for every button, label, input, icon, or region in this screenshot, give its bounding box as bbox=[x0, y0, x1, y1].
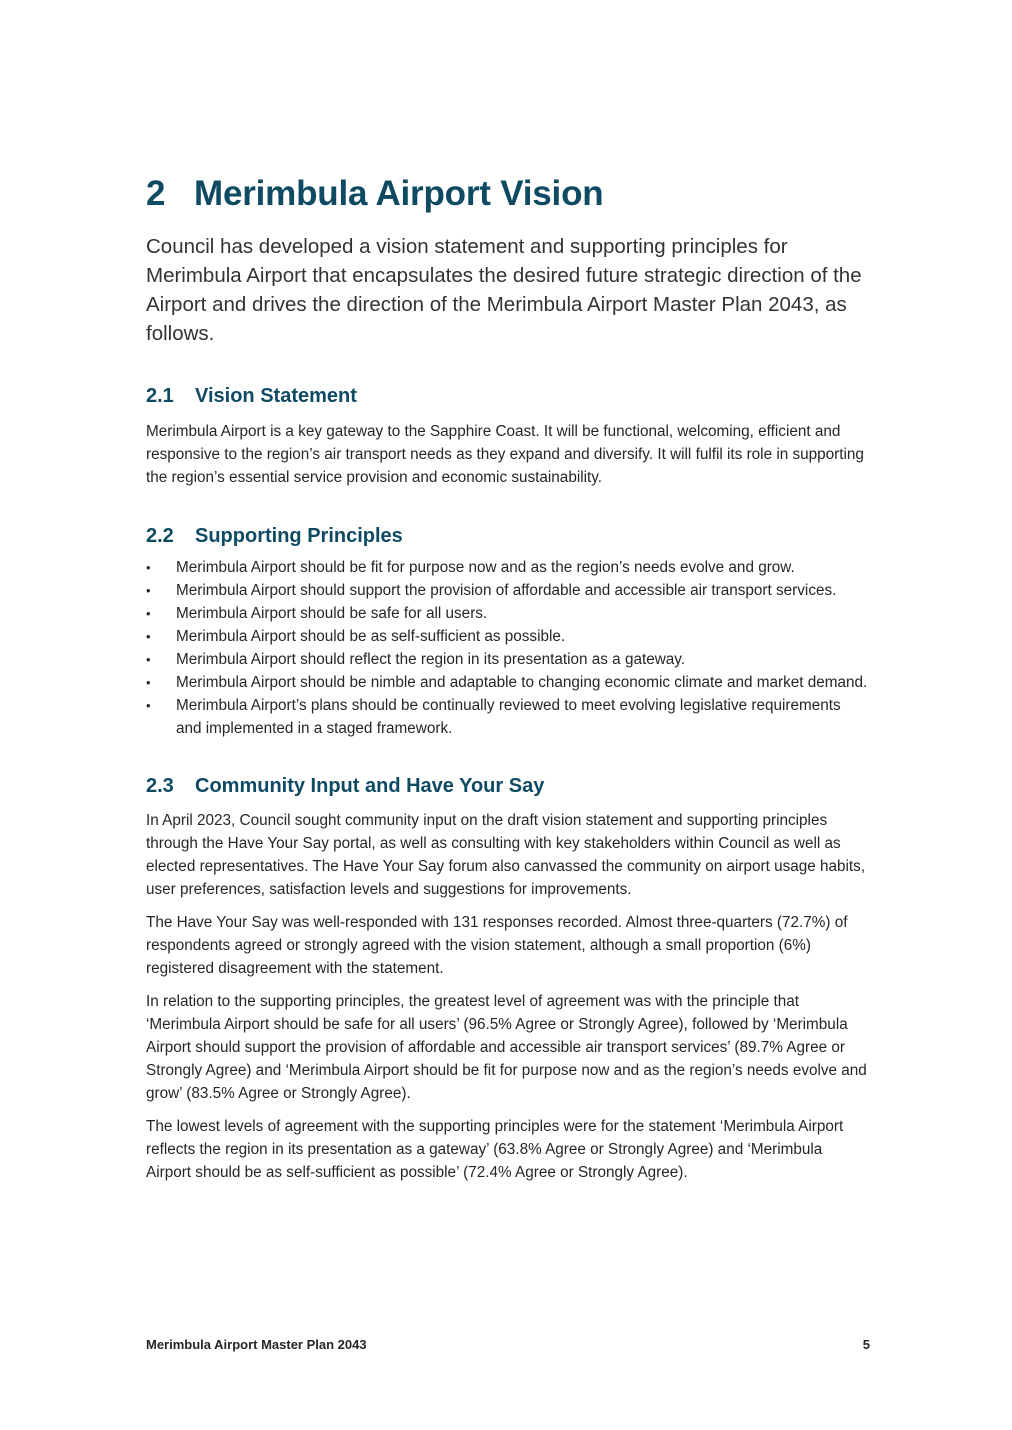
section-heading bbox=[146, 522, 870, 550]
list-item bbox=[146, 602, 870, 625]
section-number: 2.2 bbox=[146, 525, 174, 547]
bullet-icon: • bbox=[146, 675, 151, 690]
list-item bbox=[146, 694, 870, 740]
section-heading bbox=[146, 772, 870, 800]
section-title: Supporting Principles bbox=[195, 525, 403, 547]
community-paragraph: In relation to the supporting principles, the greatest level of agreement was with the principle that ‘Merimbula Airport should be safe for all users’ (96.5% Agree or Strongly Agree), followed by ‘Merimbula Airport should support the provision of affordable and accessible air transport services’ (89.7% Agree or Strongly Agree) and ‘Merimbula Airport should be fit for purpose now and as the region’s needs evolve and grow’ (83.5% Agree or Strongly Agree). bbox=[146, 993, 867, 1102]
list-item-text: Merimbula Airport should be as self-sufficient as possible. bbox=[176, 628, 566, 645]
bullet-icon: • bbox=[146, 698, 151, 713]
page-number: 5 bbox=[862, 1337, 870, 1352]
section-number: 2.1 bbox=[146, 385, 174, 407]
section-title: Community Input and Have Your Say bbox=[195, 775, 545, 797]
section-number: 2.3 bbox=[146, 775, 174, 797]
list-item bbox=[146, 556, 870, 579]
section-supporting-principles bbox=[146, 522, 870, 740]
bullet-icon: • bbox=[146, 629, 151, 644]
bullet-icon: • bbox=[146, 652, 151, 667]
bullet-icon: • bbox=[146, 560, 151, 575]
list-item bbox=[146, 671, 870, 694]
section-heading bbox=[146, 382, 870, 410]
chapter-title bbox=[146, 168, 870, 220]
community-paragraph: The Have Your Say was well-responded with 131 responses recorded. Almost three-quarters (72.7%) of respondents agreed or strongly agreed with the vision statement, although a small proportion (6%) registered disagreement with the statement. bbox=[146, 914, 848, 977]
list-item bbox=[146, 579, 870, 602]
footer-document-title: Merimbula Airport Master Plan 2043 bbox=[146, 1337, 367, 1352]
vision-statement-paragraph: Merimbula Airport is a key gateway to the Sapphire Coast. It will be functional, welcoming, efficient and responsive to the region’s air transport needs as they expand and diversify. It will fulfil its role in supporting the region’s essential service provision and economic sustainability. bbox=[146, 423, 864, 486]
section-community-input bbox=[146, 772, 870, 1184]
list-item-text: Merimbula Airport’s plans should be continually reviewed to meet evolving legislative requirements and implemented in a staged framework. bbox=[176, 697, 841, 737]
page-footer bbox=[146, 1336, 870, 1354]
document-page bbox=[146, 168, 870, 1184]
bullet-icon: • bbox=[146, 583, 151, 598]
list-item-text: Merimbula Airport should be fit for purpose now and as the region’s needs evolve and grow. bbox=[176, 559, 795, 576]
community-paragraph: The lowest levels of agreement with the supporting principles were for the statement ‘Merimbula Airport reflects the region in its presentation as a gateway’ (63.8% Agree or Strongly Agree) and ‘Merimbula Airport should be as self-sufficient as possible’ (72.4% Agree or Strongly Agree). bbox=[146, 1118, 844, 1181]
section-vision-statement bbox=[146, 382, 870, 489]
chapter-title-text: Merimbula Airport Vision bbox=[194, 174, 604, 213]
intro-paragraph: Council has developed a vision statement and supporting principles for Merimbula Airport that encapsulates the desired future strategic direction of the Airport and drives the direction of the Merimbula Airport Master Plan 2043, as follows. bbox=[146, 235, 862, 345]
bullet-icon: • bbox=[146, 606, 151, 621]
community-paragraph: In April 2023, Council sought community input on the draft vision statement and supporting principles through the Have Your Say portal, as well as consulting with key stakeholders within Council as well as elected representatives. The Have Your Say forum also canvassed the community on airport usage habits, user preferences, satisfaction levels and suggestions for improvements. bbox=[146, 812, 866, 898]
list-item-text: Merimbula Airport should be nimble and adaptable to changing economic climate and market demand. bbox=[176, 674, 868, 691]
list-item bbox=[146, 648, 870, 671]
principles-list bbox=[146, 556, 870, 740]
chapter-number: 2 bbox=[146, 174, 166, 213]
list-item-text: Merimbula Airport should support the provision of affordable and accessible air transport services. bbox=[176, 582, 837, 599]
list-item-text: Merimbula Airport should be safe for all users. bbox=[176, 605, 488, 622]
section-title: Vision Statement bbox=[195, 385, 357, 407]
list-item bbox=[146, 625, 870, 648]
list-item-text: Merimbula Airport should reflect the region in its presentation as a gateway. bbox=[176, 651, 686, 668]
